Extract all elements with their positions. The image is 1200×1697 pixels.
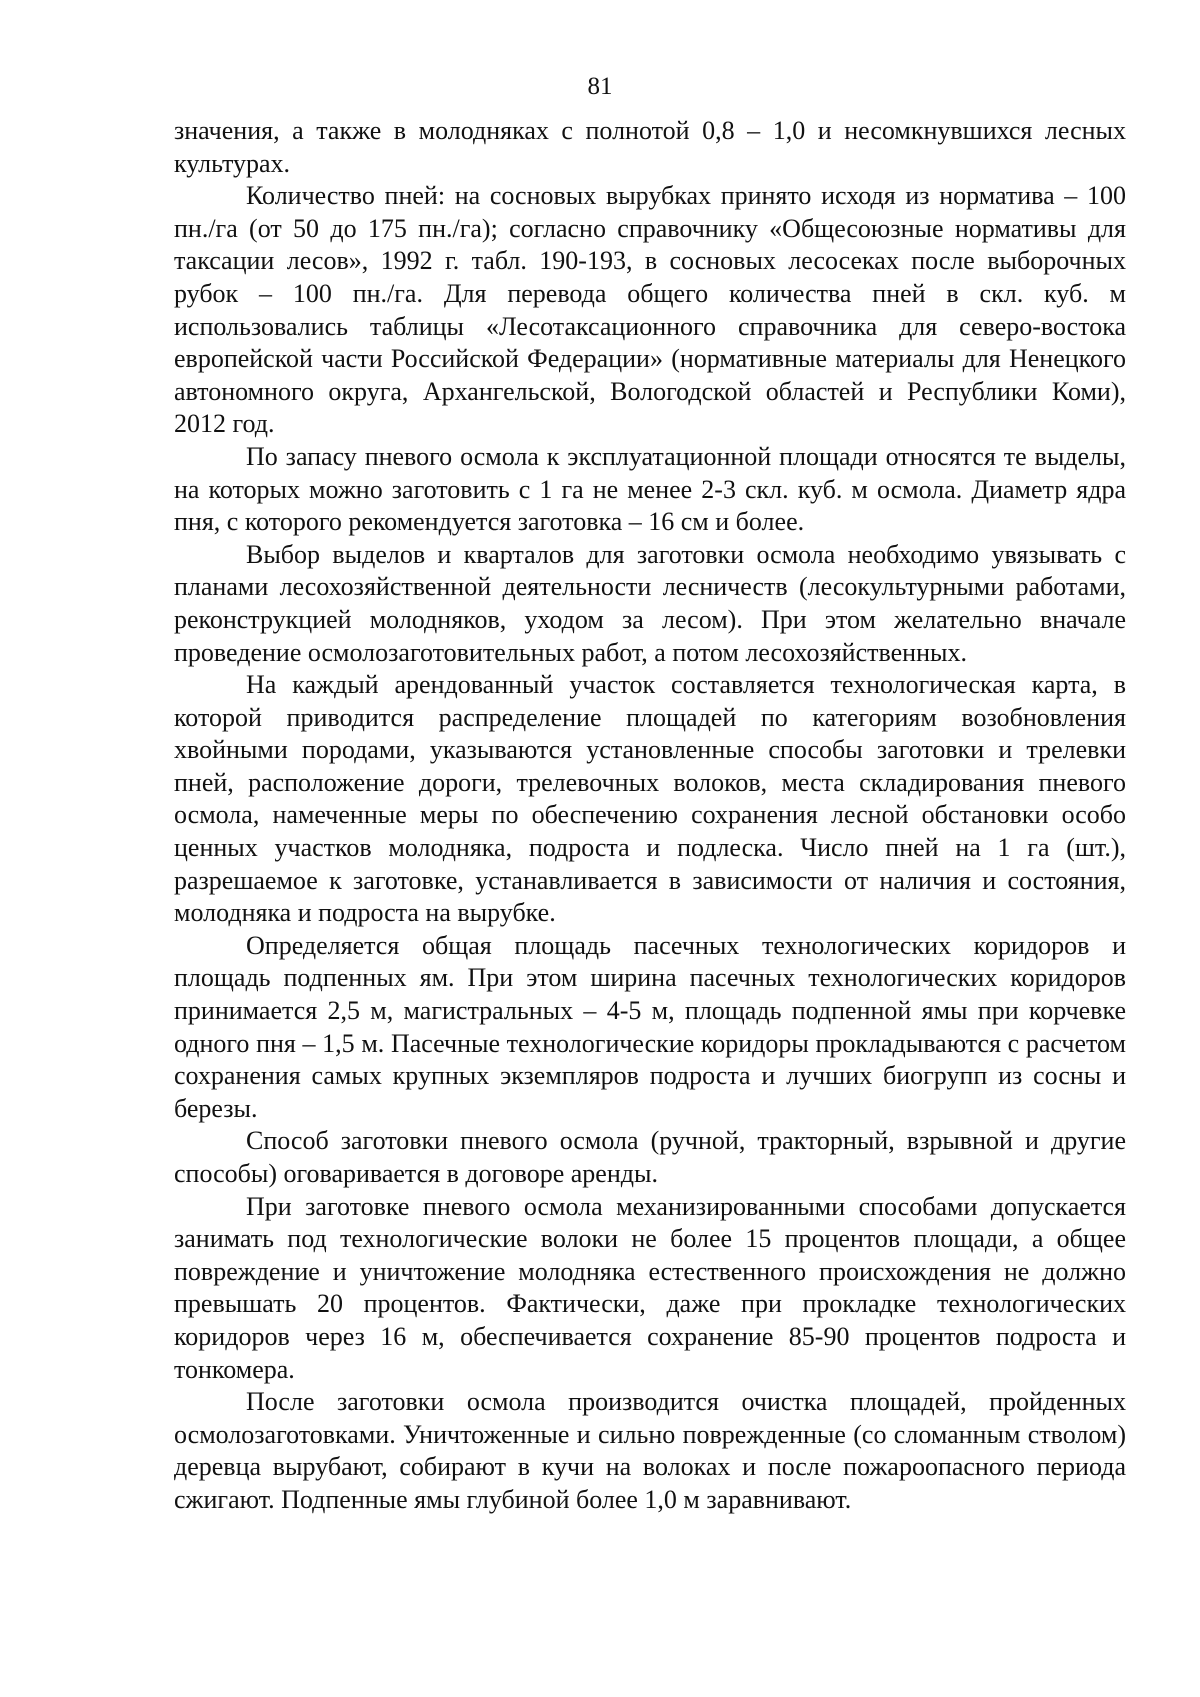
paragraph-stump-count: Количество пней: на сосновых вырубках принято исходя из норматива – 100 пн./га (от 50 до 175 пн./га); согласно справочнику «Общесоюзные нормативы для таксации лесов», 1992 г. табл. 190-193, в сосновых лесосеках после выборочных рубок – 100 пн./га. Для перевода общего количества пней в скл. куб. м использовались таблицы «Лесотаксационного справочника для северо-востока европейской части Российской Федерации» (нормативные материалы для Ненецкого автономного округа, Архангельской, Вологодской областей и Республики Коми), 2012 год. <box>174 181 1126 439</box>
paragraph-stock: По запасу пневого осмола к эксплуатационной площади относятся те выделы, на которых можно заготовить с 1 га не менее 2-3 скл. куб. м осмола. Диаметр ядра пня, с которого рекомендуется заготовка – 16 см и более. <box>174 441 1126 537</box>
paragraph-continuation: значения, а также в молодняках с полнотой 0,8 – 1,0 и несомкнувшихся лесных культурах. <box>174 116 1126 178</box>
paragraph-technological-map: На каждый арендованный участок составляется технологическая карта, в которой приводится распределение площадей по категориям возобновления хвойными породами, указываются установленные способы заготовки и трелевки пней, расположение дороги, трелевочных волоков, места складирования пневого осмола, намеченные меры по обеспечению сохранения лесной обстановки особо ценных участков молодняка, подроста и подлеска. Число пней на 1 га (шт.), разрешаемое к заготовке, устанавливается в зависимости от наличия и состояния, молодняка и подроста на вырубке. <box>174 670 1126 928</box>
paragraph-harvest-method: Способ заготовки пневого осмола (ручной, тракторный, взрывной и другие способы) оговаривается в договоре аренды. <box>174 1126 1126 1188</box>
document-body <box>174 115 1126 1517</box>
paragraph-selection: Выбор выделов и кварталов для заготовки осмола необходимо увязывать с планами лесохозяйственной деятельности лесничеств (лесокультурными работами, реконструкцией молодняков, уходом за лесом). При этом желательно вначале проведение осмолозаготовительных работ, а потом лесохозяйственных. <box>174 539 1126 667</box>
paragraph-cleanup: После заготовки осмола производится очистка площадей, пройденных осмолозаготовками. Уничтоженные и сильно поврежденные (со сломанным стволом) деревца вырубают, собирают в кучи на волоках и после пожароопасного периода сжигают. Подпенные ямы глубиной более 1,0 м заравнивают. <box>174 1387 1126 1514</box>
paragraph-mechanized: При заготовке пневого осмола механизированными способами допускается занимать под технологические волоки не более 15 процентов площади, а общее повреждение и уничтожение молодняка естественного происхождения не должно превышать 20 процентов. Фактически, даже при прокладке технологических коридоров через 16 м, обеспечивается сохранение 85-90 процентов подроста и тонкомера. <box>174 1191 1126 1384</box>
page-number: 81 <box>587 73 613 100</box>
paragraph-corridors: Определяется общая площадь пасечных технологических коридоров и площадь подпенных ям. При этом ширина пасечных технологических коридоров принимается 2,5 м, магистральных – 4-5 м, площадь подпенной ямы при корчевке одного пня – 1,5 м. Пасечные технологические коридоры прокладываются с расчетом сохранения самых крупных экземпляров подроста и лучших биогрупп из сосны и березы. <box>174 930 1126 1123</box>
